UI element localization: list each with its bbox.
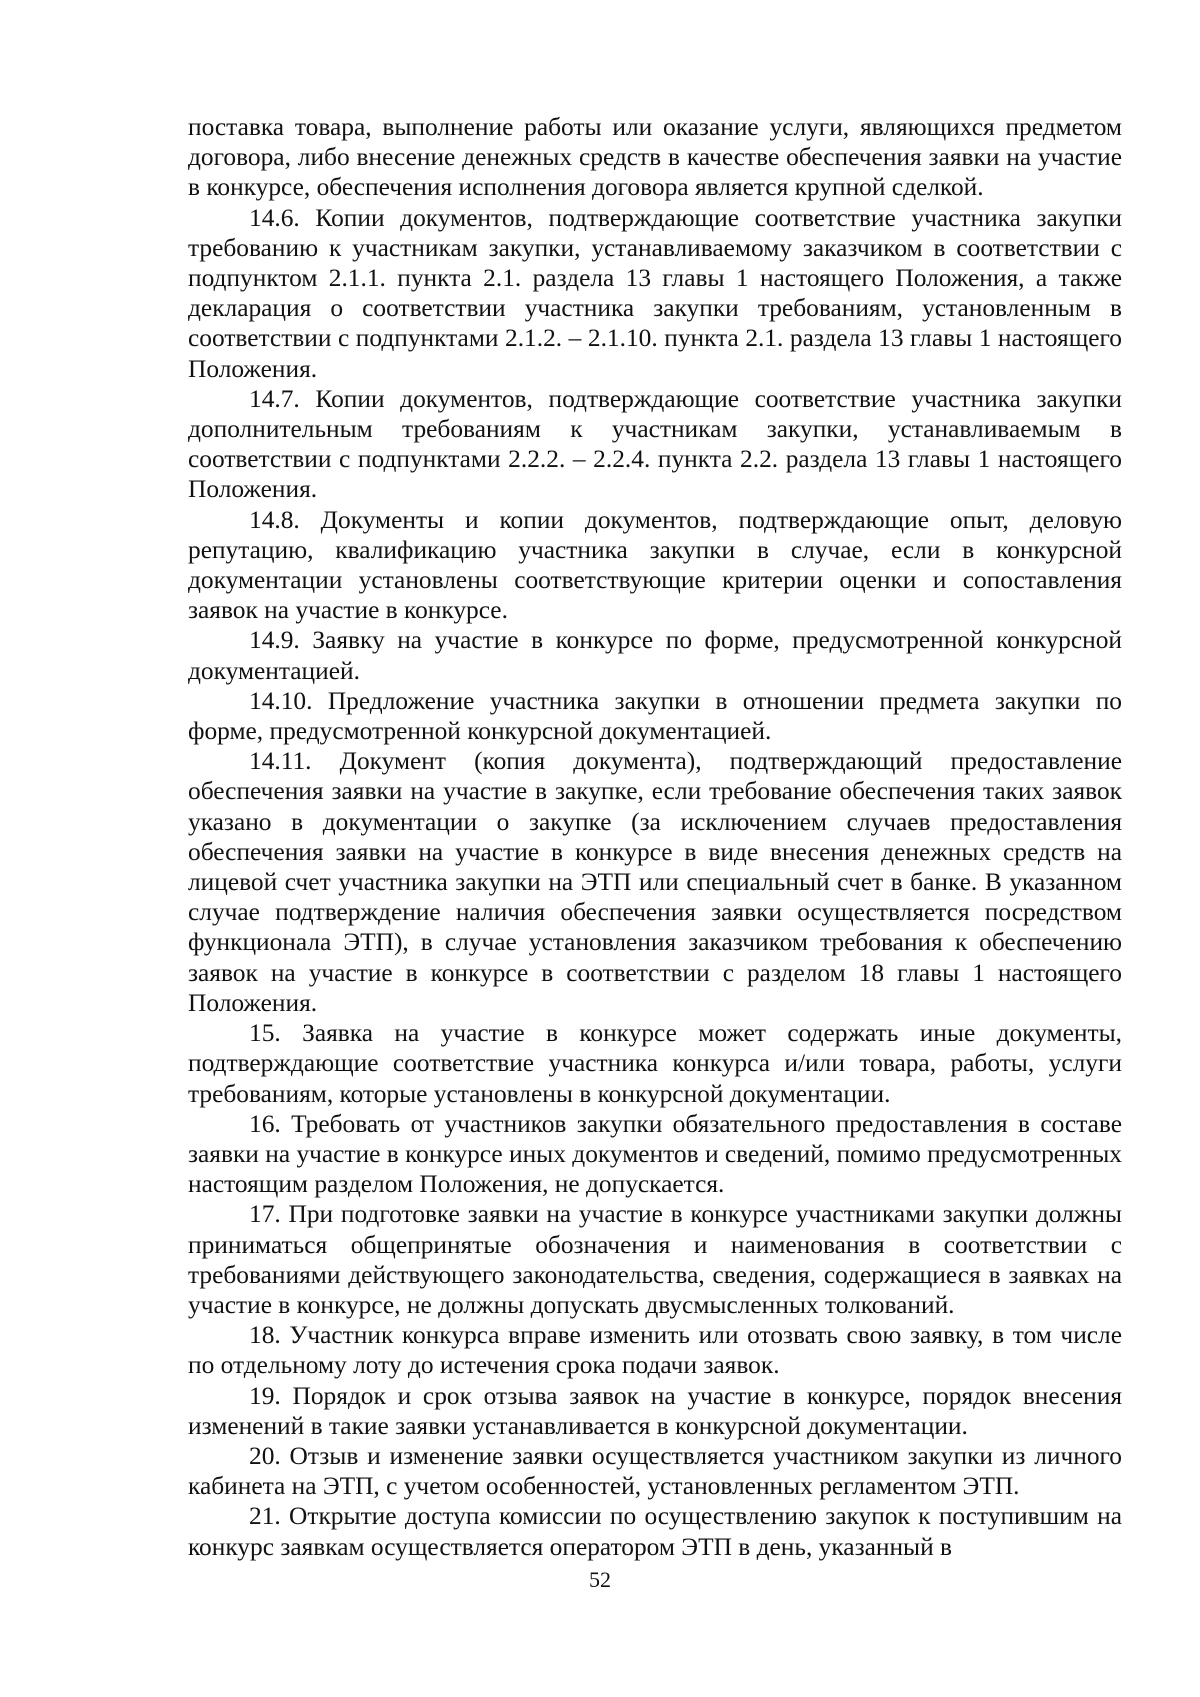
paragraph-14-8: 14.8. Документы и копии документов, подтверждающие опыт, деловую репутацию, квалификацию участника закупки в случае, если в конкурсной документации установлены соответствующие критерии оценки и сопоставления заявок на участие в конкурсе. [188, 505, 1122, 625]
paragraph-16: 16. Требовать от участников закупки обязательного предоставления в составе заявки на участие в конкурсе иных документов и сведений, помимо предусмотренных настоящим разделом Положения, не допускается. [188, 1109, 1122, 1199]
paragraph-14-10: 14.10. Предложение участника закупки в отношении предмета закупки по форме, предусмотренной конкурсной документацией. [188, 686, 1122, 746]
document-body [188, 112, 1122, 1562]
paragraph-14-11: 14.11. Документ (копия документа), подтверждающий предоставление обеспечения заявки на участие в закупке, если требование обеспечения таких заявок указано в документации о закупке (за исключением случаев предоставления обеспечения заявки на участие в конкурсе в виде внесения денежных средств на лицевой счет участника закупки на ЭТП или специальный счет в банке. В указанном случае подтверждение наличия обеспечения заявки осуществляется посредством функционала ЭТП), в случае установления заказчиком требования к обеспечению заявок на участие в конкурсе в соответствии с разделом 18 главы 1 настоящего Положения. [188, 747, 1122, 1017]
paragraph-15: 15. Заявка на участие в конкурсе может содержать иные документы, подтверждающие соответствие участника конкурса и/или товара, работы, услуги требованиям, которые установлены в конкурсной документации. [188, 1019, 1122, 1108]
paragraph-18: 18. Участник конкурса вправе изменить или отозвать свою заявку, в том числе по отдельному лоту до истечения срока подачи заявок. [188, 1321, 1122, 1380]
paragraph-14-9: 14.9. Заявку на участие в конкурсе по форме, предусмотренной конкурсной документацией. [188, 626, 1122, 685]
paragraph-19: 19. Порядок и срок отзыва заявок на участие в конкурсе, порядок внесения изменений в такие заявки устанавливается в конкурсной документации. [188, 1381, 1122, 1440]
paragraph-21: 21. Открытие доступа комиссии по осуществлению закупок к поступившим на конкурс заявкам осуществляется оператором ЭТП в день, указанный в [188, 1502, 1122, 1561]
paragraph-14-6: 14.6. Копии документов, подтверждающие соответствие участника закупки требованию к участникам закупки, устанавливаемому заказчиком в соответствии с подпунктом 2.1.1. пункта 2.1. раздела 13 главы 1 настоящего Положения, а также декларация о соответствии участника закупки требованиям, установленным в соответствии с подпунктами 2.1.2. – 2.1.10. пункта 2.1. раздела 13 главы 1 настоящего Положения. [188, 203, 1122, 383]
paragraph-continuation: поставка товара, выполнение работы или оказание услуги, являющихся предметом договора, либо внесение денежных средств в качестве обеспечения заявки на участие в конкурсе, обеспечения исполнения договора является крупной сделкой. [188, 113, 1122, 202]
paragraph-20: 20. Отзыв и изменение заявки осуществляется участником закупки из личного кабинета на ЭТП, с учетом особенностей, установленных регламентом ЭТП. [188, 1441, 1122, 1501]
paragraph-14-7: 14.7. Копии документов, подтверждающие соответствие участника закупки дополнительным требованиям к участникам закупки, устанавливаемым в соответствии с подпунктами 2.2.2. – 2.2.4. пункта 2.2. раздела 13 главы 1 настоящего Положения. [188, 384, 1122, 504]
page-number: 52 [589, 1567, 611, 1592]
paragraph-17: 17. При подготовке заявки на участие в конкурсе участниками закупки должны приниматься общепринятые обозначения и наименования в соответствии с требованиями действующего законодательства, сведения, содержащиеся в заявках на участие в конкурсе, не должны допускать двусмысленных толкований. [188, 1200, 1122, 1319]
